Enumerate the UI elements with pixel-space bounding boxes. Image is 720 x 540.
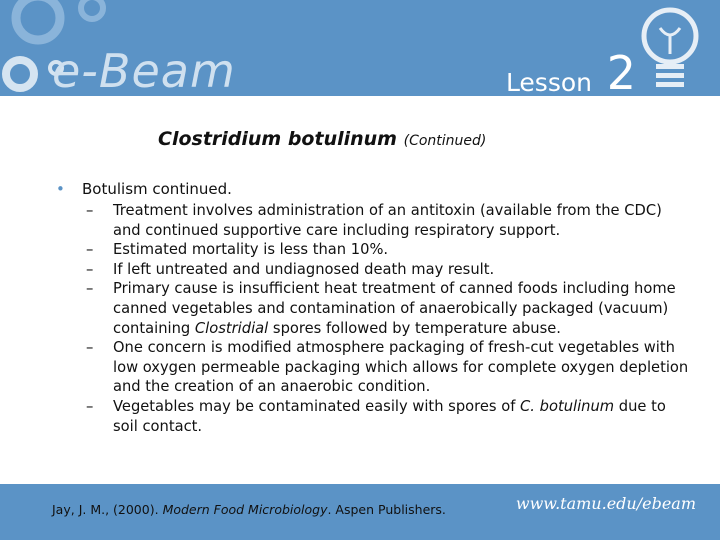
sub-bullet-text: spores followed by temperature abuse. [268,319,561,337]
dash-icon: – [86,260,94,278]
sub-bullet-text: Estimated mortality is less than 10%. [113,241,389,259]
main-bullet [52,180,692,199]
sub-bullet [52,260,692,280]
main-bullet-text: Botulism continued. [82,180,232,198]
sub-bullet-text: If left untreated and undiagnosed death may result. [113,260,495,278]
sub-bullet [52,338,692,397]
citation-author: Jay, J. M., (2000). [52,502,159,517]
dash-icon: – [86,202,94,219]
slide-content [52,180,692,436]
lightbulb-icon [630,4,710,96]
website-link[interactable]: www.tamu.edu/ebeam [515,494,696,513]
title-main: Clostridium botulinum [158,128,397,150]
reference-citation [52,502,446,517]
sub-bullet [52,279,692,338]
ebeam-logo: e-Beam [52,44,236,96]
sub-bullet-text: due to soil contact. [113,397,666,435]
dash-icon: – [86,397,94,415]
title-continued: (Continued) [403,133,487,149]
bullet-dot-icon: • [56,180,65,198]
italic-term: Clostridial [194,319,269,337]
sub-bullet-text: One concern is modified atmosphere packaging of fresh-cut vegetables with low oxygen permeable packaging which allows for complete oxygen depletion and the creation of an anaerobic condition. [113,339,689,396]
italic-term: C. botulinum [520,397,615,415]
sub-bullet-text: Primary cause is insufficient heat treatment of canned foods including home canned vegetables and contamination of anaerobically packaged (vacuum) containing [113,280,676,337]
slide-title [158,128,486,150]
sub-bullet-list [52,201,692,436]
sub-bullet-text: Treatment involves administration of an antitoxin (available from the CDC) and continued supportive care including respiratory support. [113,202,662,239]
sub-bullet [52,397,692,436]
citation-publisher: . Aspen Publishers. [327,502,446,517]
sub-bullet-text: Vegetables may be contaminated easily with spores of [113,397,521,415]
sub-bullet [52,201,692,240]
lesson-number: 2 [606,46,636,96]
header-banner [0,0,720,96]
lesson-label: Lesson [505,68,592,96]
sub-bullet [52,240,692,260]
citation-title: Modern Food Microbiology [162,502,328,517]
dash-icon: – [86,339,94,357]
dash-icon: – [86,280,94,298]
dash-icon: – [86,241,94,259]
